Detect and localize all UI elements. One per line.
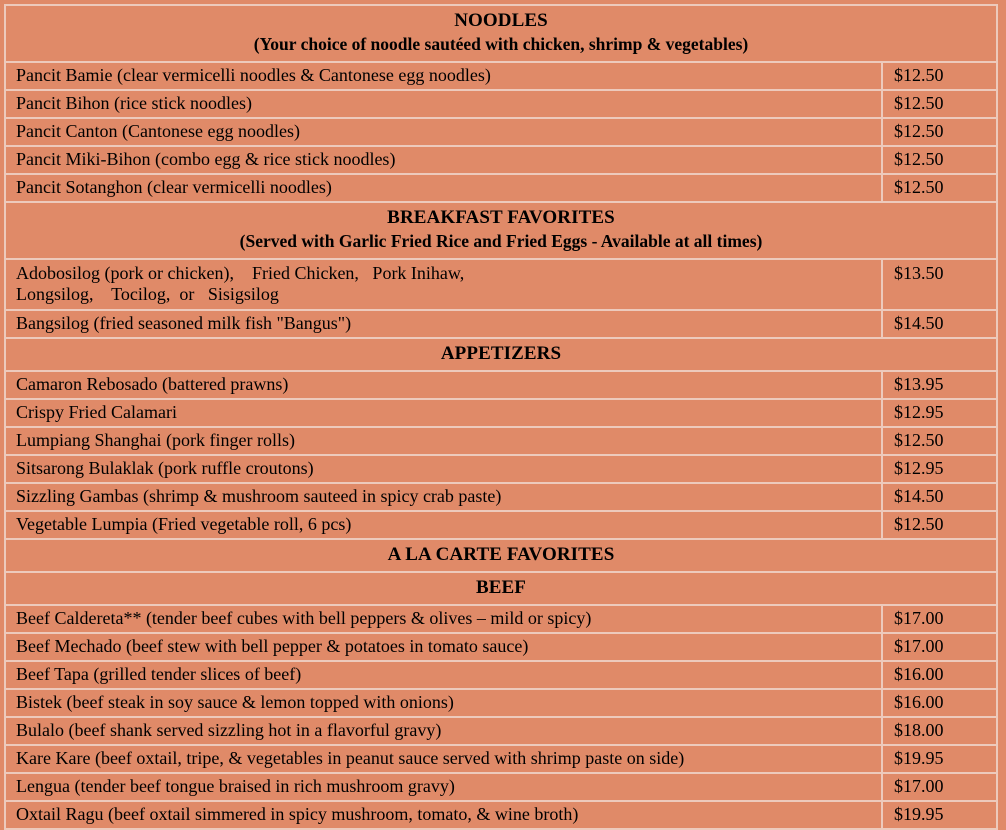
menu-item-price: $19.95 [882, 801, 997, 829]
menu-item-row [5, 118, 997, 146]
menu-item-price: $12.95 [882, 399, 997, 427]
section-title: NOODLES [454, 10, 548, 31]
menu-item-name [5, 259, 882, 310]
menu-item-price: $12.50 [882, 174, 997, 202]
menu-item-name [5, 371, 882, 399]
menu-section-header [5, 539, 997, 572]
menu-item-name-line: Adobosilog (pork or chicken), Fried Chicken, Pork Inihaw, [16, 263, 465, 283]
menu-item-name [5, 146, 882, 174]
menu-item-name [5, 605, 882, 633]
menu-item-price: $17.00 [882, 773, 997, 801]
menu-item-name-line: Beef Caldereta** (tender beef cubes with bell peppers & olives – mild or spicy) [16, 608, 592, 628]
menu-item-row [5, 605, 997, 633]
menu-item-row [5, 455, 997, 483]
menu-item-price: $16.00 [882, 661, 997, 689]
menu-item-name [5, 427, 882, 455]
menu-section-header [5, 5, 997, 62]
menu-item-row [5, 259, 997, 310]
menu-item-price: $19.95 [882, 745, 997, 773]
menu-section-header [5, 202, 997, 259]
menu-table-body [5, 5, 997, 829]
menu-item-row [5, 633, 997, 661]
section-header-cell [5, 338, 997, 371]
menu-item-name [5, 633, 882, 661]
menu-item-name [5, 717, 882, 745]
menu-item-name [5, 310, 882, 338]
menu-item-name [5, 455, 882, 483]
menu-item-name-line: Pancit Miki-Bihon (combo egg & rice stick noodles) [16, 149, 396, 169]
menu-item-price: $12.50 [882, 427, 997, 455]
menu-item-row [5, 773, 997, 801]
menu-item-name-line: Sizzling Gambas (shrimp & mushroom sauteed in spicy crab paste) [16, 486, 502, 506]
menu-item-row [5, 689, 997, 717]
menu-item-price: $12.50 [882, 511, 997, 539]
menu-item-price: $13.50 [882, 259, 997, 310]
menu-item-row [5, 310, 997, 338]
menu-item-price: $14.50 [882, 310, 997, 338]
menu-item-row [5, 146, 997, 174]
menu-item-row [5, 801, 997, 829]
menu-item-name-line: Bulalo (beef shank served sizzling hot in a flavorful gravy) [16, 720, 442, 740]
menu-item-row [5, 371, 997, 399]
menu-item-name [5, 773, 882, 801]
menu-item-name-line: Beef Mechado (beef stew with bell pepper & potatoes in tomato sauce) [16, 636, 529, 656]
section-title: BEEF [475, 577, 527, 598]
menu-item-price: $12.95 [882, 455, 997, 483]
section-subtitle: (Your choice of noodle sautéed with chicken, shrimp & vegetables) [253, 34, 749, 54]
menu-table [4, 4, 998, 830]
menu-item-name [5, 745, 882, 773]
menu-item-name [5, 511, 882, 539]
section-title: BREAKFAST FAVORITES [387, 207, 615, 228]
menu-item-name-line: Vegetable Lumpia (Fried vegetable roll, 6 pcs) [16, 514, 352, 534]
section-title: A LA CARTE FAVORITES [387, 544, 615, 565]
menu-section-header [5, 572, 997, 605]
menu-item-name [5, 174, 882, 202]
menu-item-name [5, 661, 882, 689]
menu-item-row [5, 717, 997, 745]
menu-item-name [5, 62, 882, 90]
menu-item-price: $17.00 [882, 633, 997, 661]
menu-item-name-line: Bangsilog (fried seasoned milk fish "Bangus") [16, 313, 352, 333]
menu-item-price: $16.00 [882, 689, 997, 717]
menu-item-row [5, 62, 997, 90]
section-header-cell [5, 202, 997, 259]
menu-item-row [5, 483, 997, 511]
section-title: APPETIZERS [440, 343, 562, 364]
menu-item-price: $18.00 [882, 717, 997, 745]
menu-item-row [5, 745, 997, 773]
menu-item-price: $12.50 [882, 146, 997, 174]
menu-item-name [5, 483, 882, 511]
menu-item-price: $14.50 [882, 483, 997, 511]
menu-item-row [5, 174, 997, 202]
menu-item-row [5, 511, 997, 539]
menu-item-name-line: Pancit Bihon (rice stick noodles) [16, 93, 252, 113]
menu-item-price: $17.00 [882, 605, 997, 633]
menu-item-name-line: Oxtail Ragu (beef oxtail simmered in spicy mushroom, tomato, & wine broth) [16, 804, 579, 824]
section-subtitle: (Served with Garlic Fried Rice and Fried Eggs - Available at all times) [239, 231, 763, 251]
menu-item-row [5, 90, 997, 118]
menu-item-name-line: Sitsarong Bulaklak (pork ruffle croutons) [16, 458, 314, 478]
menu-item-row [5, 661, 997, 689]
menu-item-row [5, 427, 997, 455]
menu-item-name-line: Bistek (beef steak in soy sauce & lemon topped with onions) [16, 692, 454, 712]
menu-item-name-line: Pancit Canton (Cantonese egg noodles) [16, 121, 300, 141]
menu-item-price: $12.50 [882, 90, 997, 118]
section-header-cell [5, 5, 997, 62]
menu-item-price: $12.50 [882, 62, 997, 90]
menu-item-price: $12.50 [882, 118, 997, 146]
menu-item-row [5, 399, 997, 427]
menu-item-name [5, 689, 882, 717]
menu-item-name [5, 801, 882, 829]
menu-item-name-line: Camaron Rebosado (battered prawns) [16, 374, 289, 394]
menu-item-name [5, 399, 882, 427]
menu-item-name-line: Lengua (tender beef tongue braised in rich mushroom gravy) [16, 776, 455, 796]
menu-item-name-line: Pancit Bamie (clear vermicelli noodles & Cantonese egg noodles) [16, 65, 491, 85]
menu-item-name [5, 118, 882, 146]
menu-item-name [5, 90, 882, 118]
menu-item-name-line: Crispy Fried Calamari [16, 402, 177, 422]
menu-section-header [5, 338, 997, 371]
section-header-cell [5, 572, 997, 605]
menu-item-name-line-2: Longsilog, Tocilog, or Sisigsilog [16, 284, 279, 304]
menu-item-name-line: Beef Tapa (grilled tender slices of beef) [16, 664, 302, 684]
section-header-cell [5, 539, 997, 572]
menu-item-name-line: Lumpiang Shanghai (pork finger rolls) [16, 430, 295, 450]
menu-item-name-line: Pancit Sotanghon (clear vermicelli noodles) [16, 177, 332, 197]
menu-item-price: $13.95 [882, 371, 997, 399]
menu-item-name-line: Kare Kare (beef oxtail, tripe, & vegetables in peanut sauce served with shrimp paste on side) [16, 748, 685, 768]
